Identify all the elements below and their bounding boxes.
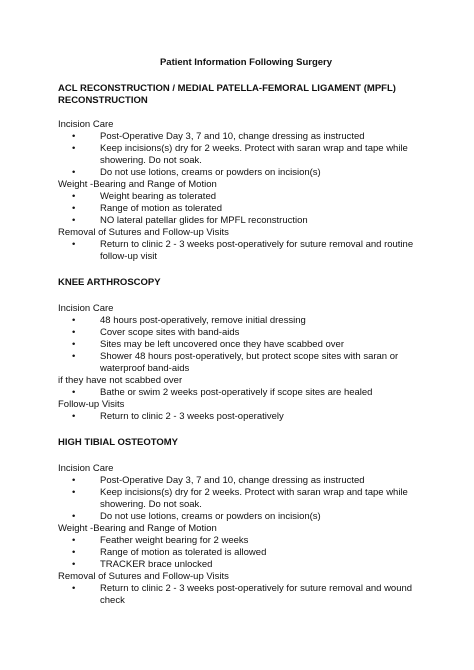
bullet-list bbox=[58, 387, 434, 399]
bullet-list bbox=[58, 475, 434, 523]
section-heading: ACL RECONSTRUCTION / MEDIAL PATELLA-FEMORAL LIGAMENT (MPFL) RECONSTRUCTION bbox=[58, 83, 396, 106]
list-item: • NO lateral patellar glides for MPFL reconstruction bbox=[72, 215, 434, 227]
list-item: • Post-Operative Day 3, 7 and 10, change dressing as instructed bbox=[72, 475, 434, 487]
bullet-list bbox=[58, 239, 434, 263]
list-item: • Weight bearing as tolerated bbox=[72, 191, 434, 203]
list-item: • Range of motion as tolerated bbox=[72, 203, 434, 215]
list-item: • Return to clinic 2 - 3 weeks post-operatively for suture removal and wound check bbox=[72, 583, 434, 607]
bullet-list bbox=[58, 315, 434, 375]
block-label: Incision Care bbox=[58, 303, 114, 314]
list-item: • Shower 48 hours post-operatively, but protect scope sites with saran or waterproof band-aids bbox=[72, 351, 434, 375]
section-heading: HIGH TIBIAL OSTEOTOMY bbox=[58, 437, 178, 448]
block-label: Weight -Bearing and Range of Motion bbox=[58, 523, 217, 534]
list-item: • TRACKER brace unlocked bbox=[72, 559, 434, 571]
block-label: Removal of Sutures and Follow-up Visits bbox=[58, 227, 229, 238]
section-high-tibial-osteotomy bbox=[58, 437, 434, 607]
block-label: if they have not scabbed over bbox=[58, 375, 183, 386]
list-item: • Keep incisions(s) dry for 2 weeks. Protect with saran wrap and tape while showering. Do not soak. bbox=[72, 143, 434, 167]
list-item: • Return to clinic 2 - 3 weeks post-operatively for suture removal and routine follow-up visit bbox=[72, 239, 434, 263]
list-item: • Do not use lotions, creams or powders on incision(s) bbox=[72, 511, 434, 523]
list-item: • Do not use lotions, creams or powders on incision(s) bbox=[72, 167, 434, 179]
list-item: • Cover scope sites with band-aids bbox=[72, 327, 434, 339]
bullet-list bbox=[58, 411, 434, 423]
list-item: • Feather weight bearing for 2 weeks bbox=[72, 535, 434, 547]
list-item: • Post-Operative Day 3, 7 and 10, change dressing as instructed bbox=[72, 131, 434, 143]
block-label: Follow-up Visits bbox=[58, 399, 125, 410]
block-label: Weight -Bearing and Range of Motion bbox=[58, 179, 217, 190]
section-knee-arthroscopy bbox=[58, 277, 434, 423]
bullet-list bbox=[58, 191, 434, 227]
block-label: Incision Care bbox=[58, 119, 114, 130]
list-item: • 48 hours post-operatively, remove initial dressing bbox=[72, 315, 434, 327]
section-heading: KNEE ARTHROSCOPY bbox=[58, 277, 161, 288]
block-label: Incision Care bbox=[58, 463, 114, 474]
bullet-list bbox=[58, 583, 434, 607]
page-title: Patient Information Following Surgery bbox=[159, 57, 333, 68]
list-item: • Return to clinic 2 - 3 weeks post-operatively bbox=[72, 411, 434, 423]
list-item: • Keep incisions(s) dry for 2 weeks. Protect with saran wrap and tape while showering. Do not soak. bbox=[72, 487, 434, 511]
block-label: Removal of Sutures and Follow-up Visits bbox=[58, 571, 229, 582]
section-acl-mpfl bbox=[58, 83, 434, 263]
list-item: • Sites may be left uncovered once they have scabbed over bbox=[72, 339, 434, 351]
list-item: • Bathe or swim 2 weeks post-operatively if scope sites are healed bbox=[72, 387, 434, 399]
bullet-list bbox=[58, 535, 434, 571]
list-item: • Range of motion as tolerated is allowed bbox=[72, 547, 434, 559]
bullet-list bbox=[58, 131, 434, 179]
